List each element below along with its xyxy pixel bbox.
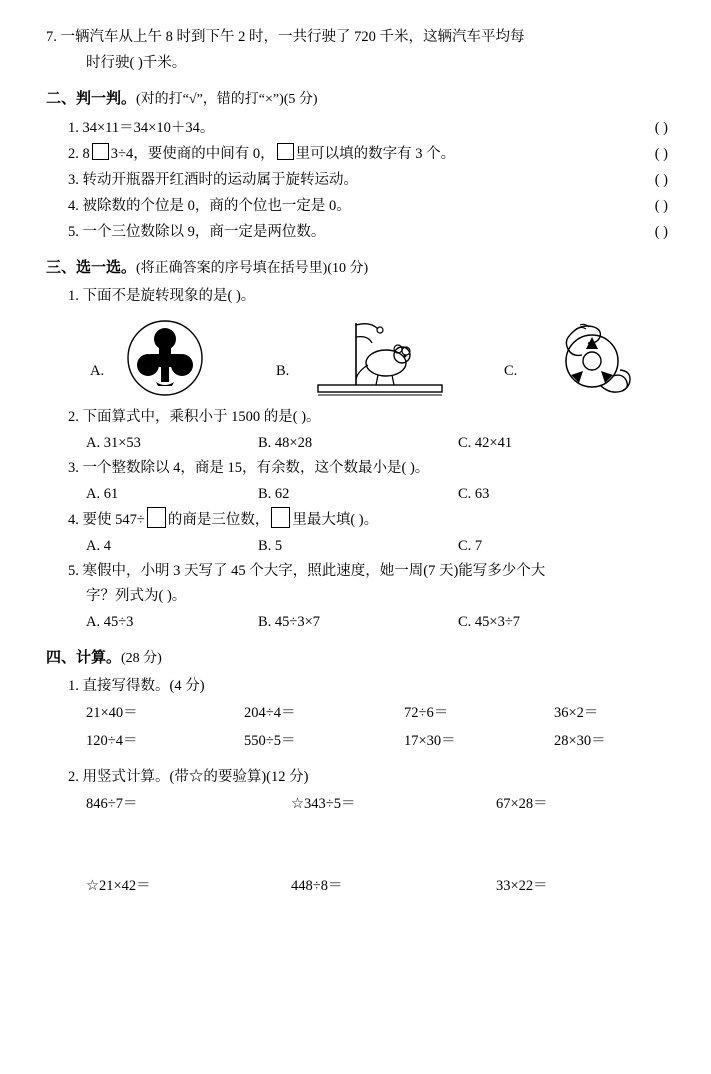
- judge-item-4: [68, 193, 668, 219]
- calc-expression[interactable]: 33×22＝: [496, 878, 548, 894]
- calc-expression[interactable]: 550÷5＝: [244, 733, 296, 749]
- calc-expression[interactable]: 36×2＝: [554, 705, 599, 721]
- calc-expression[interactable]: 28×30＝: [554, 733, 606, 749]
- judge-item-2-text-end: 里可以填的数字有 3 个。: [295, 146, 456, 162]
- choice-q1-stem: 1. 下面不是旋转现象的是( )。: [68, 288, 256, 304]
- choice-q2-options: [86, 430, 668, 456]
- calc-q2-row1: [86, 790, 668, 818]
- judge-item-2-text-pre: 2. 8: [68, 146, 90, 162]
- section-3-title: 三、选一选。: [46, 260, 137, 276]
- choice-q2-option-a[interactable]: A. 31×53: [86, 435, 141, 451]
- calc-expression[interactable]: 72÷6＝: [404, 705, 449, 721]
- section-4-subtitle: (28 分): [121, 651, 162, 666]
- choice-label-b: B.: [276, 363, 290, 379]
- judge-item-4-text: 4. 被除数的个位是 0，商的个位也一定是 0。: [68, 198, 351, 214]
- choice-q5-stem-line1: 5. 寒假中，小明 3 天写了 45 个大字，照此速度，她一周(7 天)能写多少个大: [68, 563, 546, 579]
- question-7-line1: 7. 一辆汽车从上午 8 时到下午 2 时，一共行驶了 720 千米，这辆汽车平均每: [46, 29, 525, 45]
- choice-label-c: C.: [504, 363, 518, 379]
- judge-item-3: [68, 167, 668, 193]
- choice-q4-options: [86, 533, 668, 559]
- choice-q5-stem-line2: 字？列式为( )。: [86, 588, 187, 604]
- judge-item-2-answer-paren[interactable]: ( ): [654, 146, 668, 162]
- page-content: [46, 24, 668, 900]
- judge-item-3-text: 3. 转动开瓶器开红酒时的运动属于旋转运动。: [68, 172, 358, 188]
- calc-expression[interactable]: 17×30＝: [404, 733, 456, 749]
- choice-q3-option-b[interactable]: B. 62: [258, 486, 290, 502]
- fan-icon[interactable]: [126, 319, 204, 397]
- work-space-1: [46, 818, 668, 872]
- section-2-subtitle: (对的打“√”，错的打“×”)(5 分): [136, 92, 318, 107]
- judge-item-3-answer-paren[interactable]: ( ): [654, 172, 668, 188]
- choice-q3-options: [86, 481, 668, 507]
- calc-expression[interactable]: 67×28＝: [496, 796, 548, 812]
- digit-box-icon[interactable]: [271, 507, 290, 528]
- mouse-on-lever-icon[interactable]: [312, 315, 448, 401]
- judge-item-5: [68, 219, 668, 245]
- choice-q4-stem-mid: 的商是三位数，: [167, 512, 270, 528]
- calc-expression[interactable]: 846÷7＝: [86, 796, 138, 812]
- digit-box-icon[interactable]: [277, 143, 294, 160]
- digit-box-icon[interactable]: [147, 507, 166, 528]
- choice-q5-options: [86, 609, 668, 635]
- calc-expression[interactable]: ☆343÷5＝: [291, 796, 356, 812]
- choice-q5-option-b[interactable]: B. 45÷3×7: [258, 614, 321, 630]
- choice-q5-option-c[interactable]: C. 45×3÷7: [458, 614, 521, 630]
- calc-expression[interactable]: ☆21×42＝: [86, 878, 151, 894]
- calc-expression[interactable]: 204÷4＝: [244, 705, 296, 721]
- section-2-title: 二、判一判。: [46, 91, 137, 107]
- judge-item-1: [68, 115, 668, 141]
- choice-q3-stem: 3. 一个整数除以 4，商是 15，有余数，这个数最小是( )。: [68, 460, 430, 476]
- choice-q2-option-b[interactable]: B. 48×28: [258, 435, 313, 451]
- calc-q2-stem: 2. 用竖式计算。(带☆的要验算)(12 分): [68, 769, 309, 785]
- calc-q1-row2: [86, 727, 668, 755]
- choice-q2-option-c[interactable]: C. 42×41: [458, 435, 513, 451]
- section-3-heading: [46, 253, 668, 284]
- digit-box-icon[interactable]: [92, 143, 109, 160]
- calc-expression[interactable]: 120÷4＝: [86, 733, 138, 749]
- question-7-line2: 时行驶( )千米。: [86, 55, 187, 71]
- steering-wheel-icon[interactable]: [540, 313, 640, 403]
- judge-item-1-answer-paren[interactable]: ( ): [654, 120, 668, 136]
- choice-q4-stem-pre: 4. 要使 547÷: [68, 512, 145, 528]
- section-4-heading: [46, 643, 668, 674]
- section-4-title: 四、计算。: [46, 650, 122, 666]
- calc-expression[interactable]: 448÷8＝: [291, 878, 343, 894]
- judge-item-2-text-post: 3÷4，要使商的中间有 0，: [110, 146, 275, 162]
- judge-item-1-text: 1. 34×11＝34×10＋34。: [68, 120, 215, 136]
- choice-q4-stem: [68, 507, 668, 533]
- calc-expression[interactable]: 21×40＝: [86, 705, 138, 721]
- choice-q3-option-c[interactable]: C. 63: [458, 486, 490, 502]
- judge-item-4-answer-paren[interactable]: ( ): [654, 198, 668, 214]
- choice-q4-option-c[interactable]: C. 7: [458, 538, 483, 554]
- section-2-heading: [46, 84, 668, 115]
- choice-q5-option-a[interactable]: A. 45÷3: [86, 614, 134, 630]
- choice-q4-stem-post: 里最大填( )。: [292, 512, 379, 528]
- calc-q2-row2: [86, 872, 668, 900]
- judge-item-5-answer-paren[interactable]: ( ): [654, 224, 668, 240]
- rotation-figures-row: [60, 313, 668, 405]
- judge-item-5-text: 5. 一个三位数除以 9，商一定是两位数。: [68, 224, 326, 240]
- choice-q4-option-a[interactable]: A. 4: [86, 538, 111, 554]
- choice-q4-option-b[interactable]: B. 5: [258, 538, 283, 554]
- section-3-subtitle: (将正确答案的序号填在括号里)(10 分): [136, 261, 369, 276]
- choice-q2-stem: 2. 下面算式中，乘积小于 1500 的是( )。: [68, 409, 321, 425]
- choice-label-a: A.: [90, 363, 105, 379]
- judge-item-2: [68, 141, 668, 167]
- choice-q3-option-a[interactable]: A. 61: [86, 486, 119, 502]
- calc-q1-stem: 1. 直接写得数。(4 分): [68, 678, 205, 694]
- calc-q1-row1: [86, 699, 668, 727]
